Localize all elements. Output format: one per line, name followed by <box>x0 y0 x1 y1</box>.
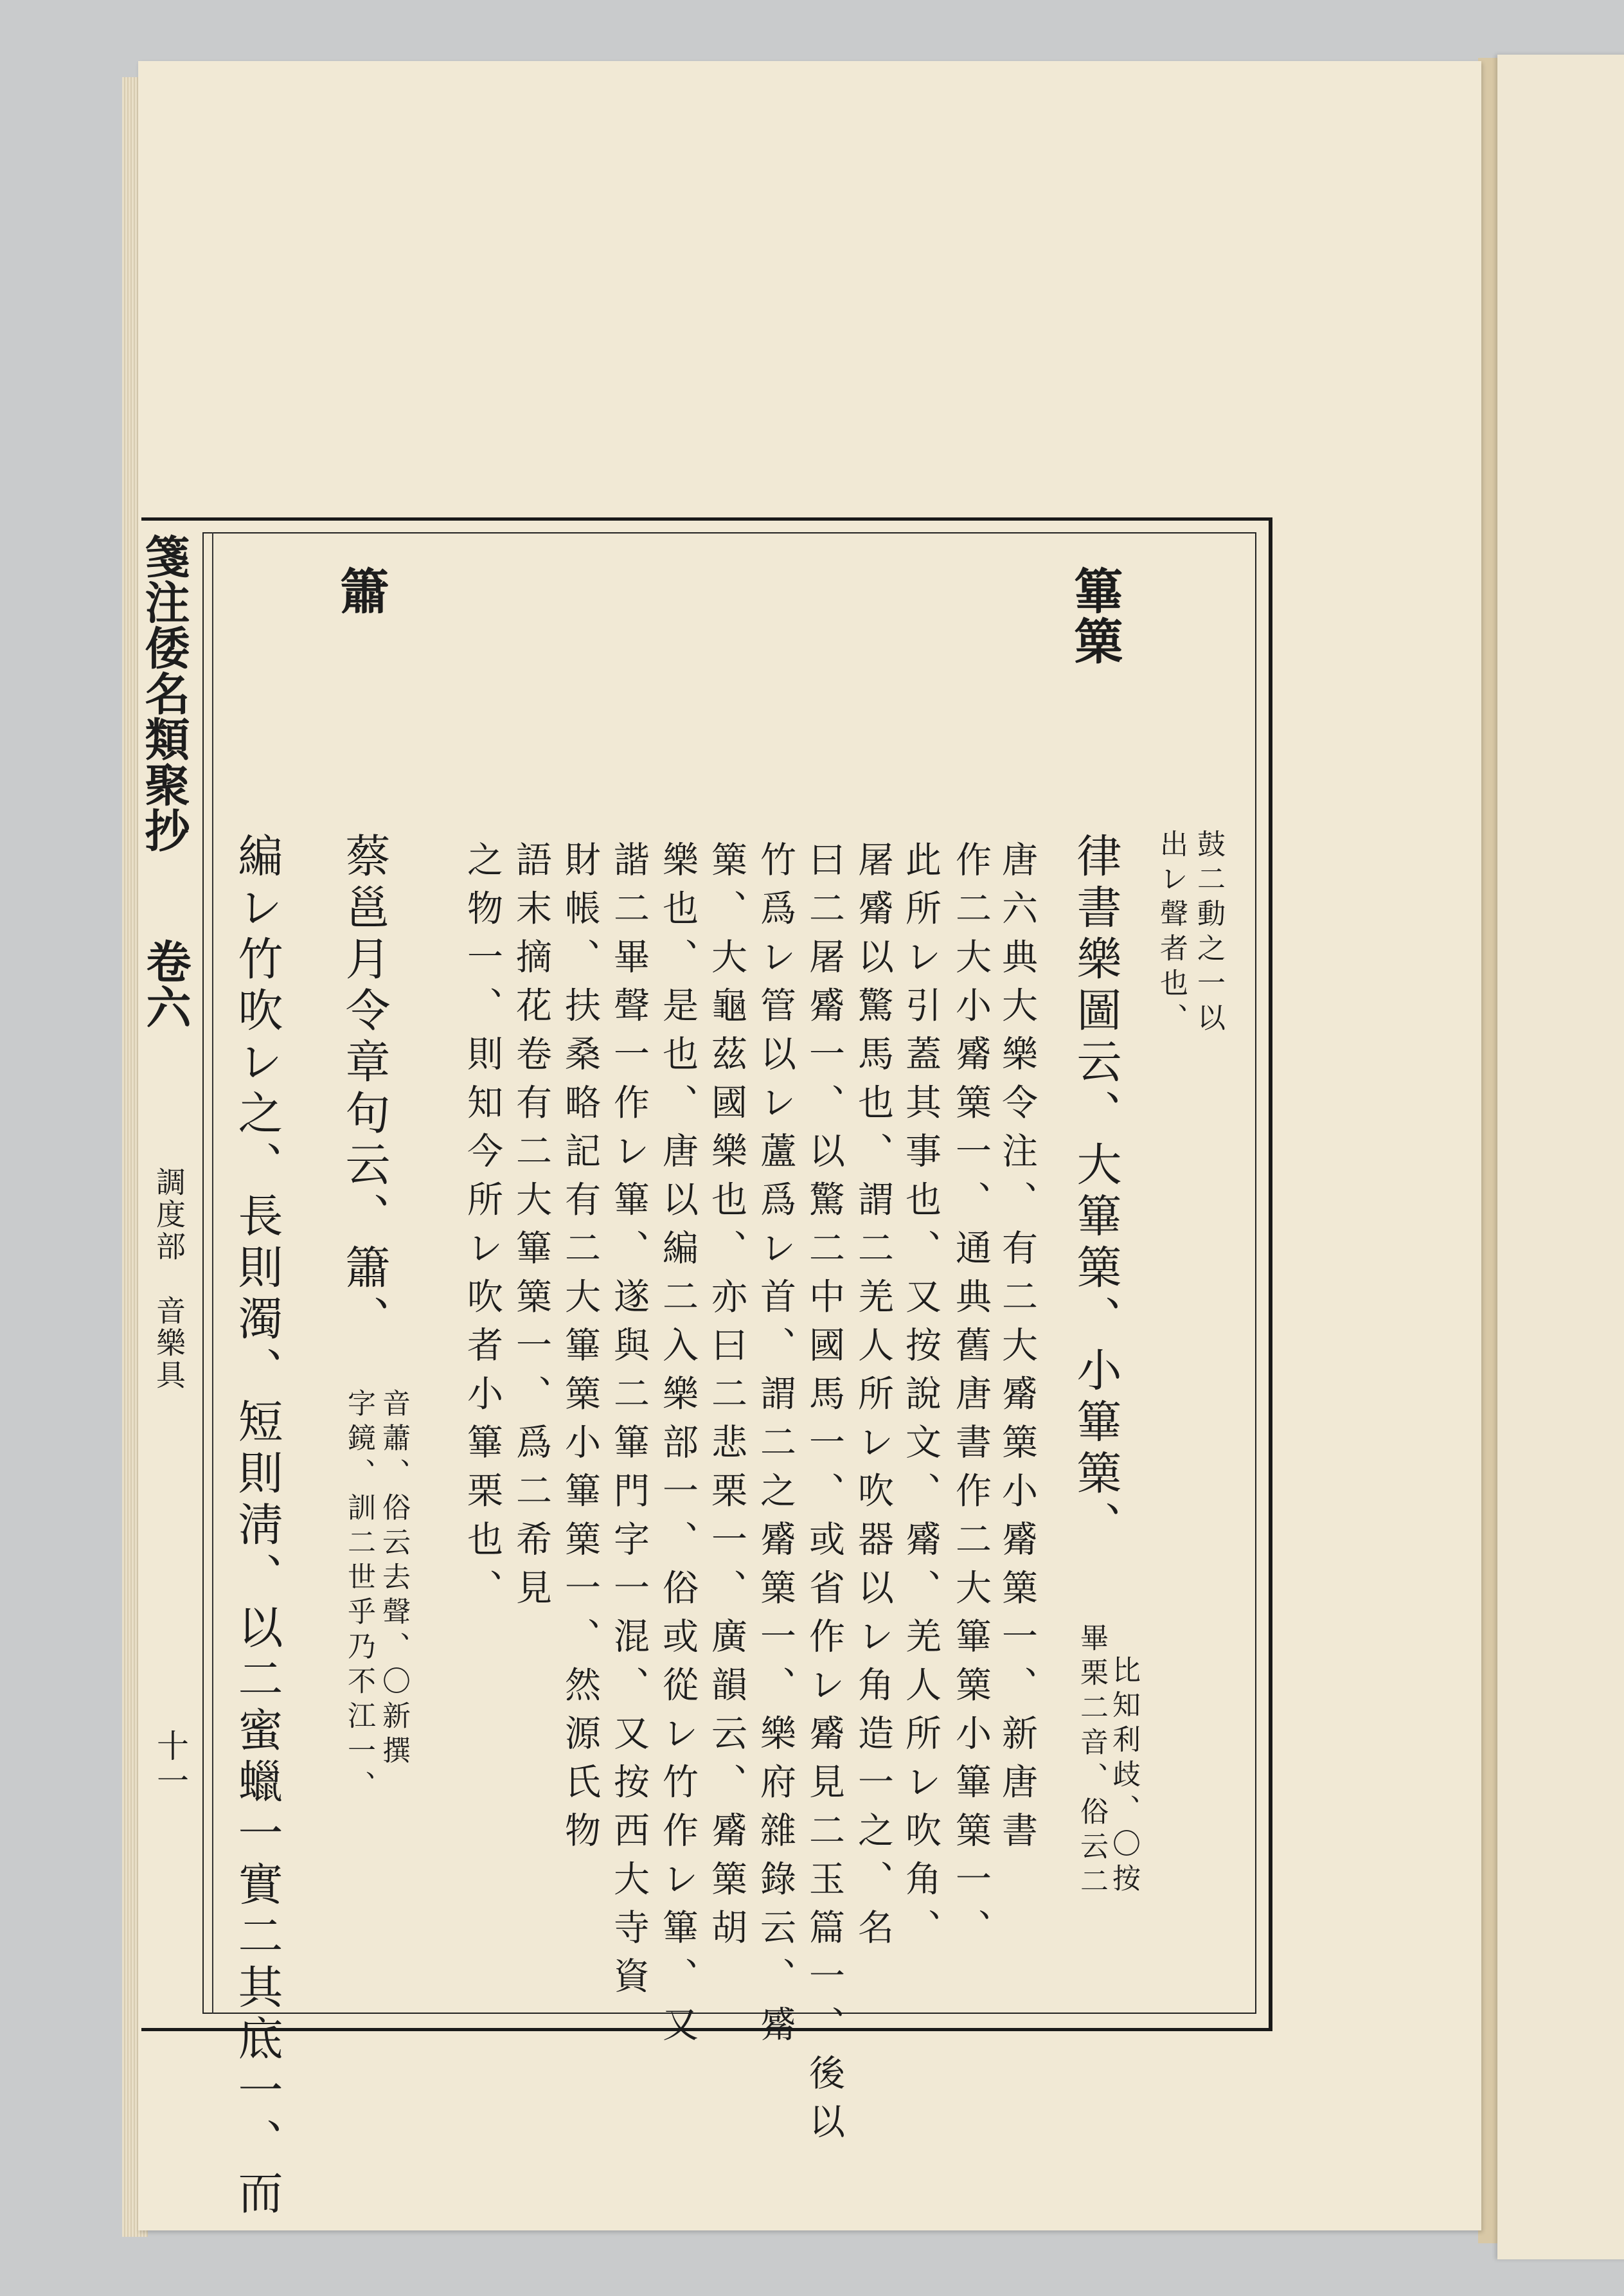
text-column: 語末摘花卷有二大篳篥一、爲二希見 <box>510 841 552 1617</box>
text-column: 篥、大龜茲國樂也、亦曰二悲栗一、廣韻云、觱篥胡 <box>706 841 747 1957</box>
text-column: 律書樂圖云、大篳篥、小篳篥、 <box>1069 832 1122 1552</box>
text-column: 諧二畢聲一作レ篳、遂與二篳門字一混、又按西大寺資 <box>608 841 650 2005</box>
note-line: 音蕭、俗云去聲、〇新撰 <box>377 1388 410 1770</box>
entry-heading-hichiriki: 篳篥 <box>1066 566 1123 666</box>
book-title: 箋注倭名類聚抄 <box>138 534 191 853</box>
text-column: 作二大小觱篥一、通典舊唐書作二大篳篥小篳篥一、 <box>950 841 992 1957</box>
text-column: 編レ竹吹レ之、長則濁、短則淸、以二蜜蠟一實二其底一、而 <box>231 832 283 2221</box>
text-column: 唐六典大樂令注、有二大觱篥小觱篥一、新唐書 <box>996 841 1038 1860</box>
note-line: 畢栗二音、俗云二 <box>1075 1623 1108 1901</box>
text-column: 之物一、則知今所レ吹者小篳栗也、 <box>461 841 503 1617</box>
text-column: 竹爲レ管以レ蘆爲レ首、謂二之觱篥一、樂府雜錄云、觱 <box>754 841 796 2054</box>
note-line: 鼓二動之一以 <box>1192 829 1225 1037</box>
facing-page-edge <box>1497 55 1624 2259</box>
note-line: 出レ聲者也、 <box>1155 829 1188 1037</box>
note-line: 比知利歧、〇按 <box>1107 1655 1140 1898</box>
margin-divider-line <box>212 532 213 2014</box>
text-column: 此所レ引蓋其事也、又按說文、觱、羌人所レ吹角、 <box>900 841 941 1957</box>
text-column: 蔡邕月令章句云、簫、 <box>338 832 391 1347</box>
text-column: 財帳、扶桑略記有二大篳篥小篳篥一、然源氏物 <box>559 841 601 1860</box>
note-line: 字鏡、訓二世乎乃不江一、 <box>343 1388 375 1805</box>
entry-heading-xiao: 簫 <box>332 566 389 616</box>
page-number: 十一 <box>152 1729 189 1798</box>
section-label: 調度部 音樂具 <box>152 1167 186 1392</box>
text-column: 屠觱以驚馬也、謂二羌人所レ吹器以レ角造一之、名 <box>852 841 894 1957</box>
text-column: 樂也、是也、唐以編二入樂部一、俗或從レ竹作レ篳、又 <box>657 841 699 2054</box>
text-column: 曰二屠觱一、以驚二中國馬一、或省作レ觱見二玉篇一、後以 <box>803 841 845 2151</box>
volume-label: 卷六 <box>139 938 192 1030</box>
